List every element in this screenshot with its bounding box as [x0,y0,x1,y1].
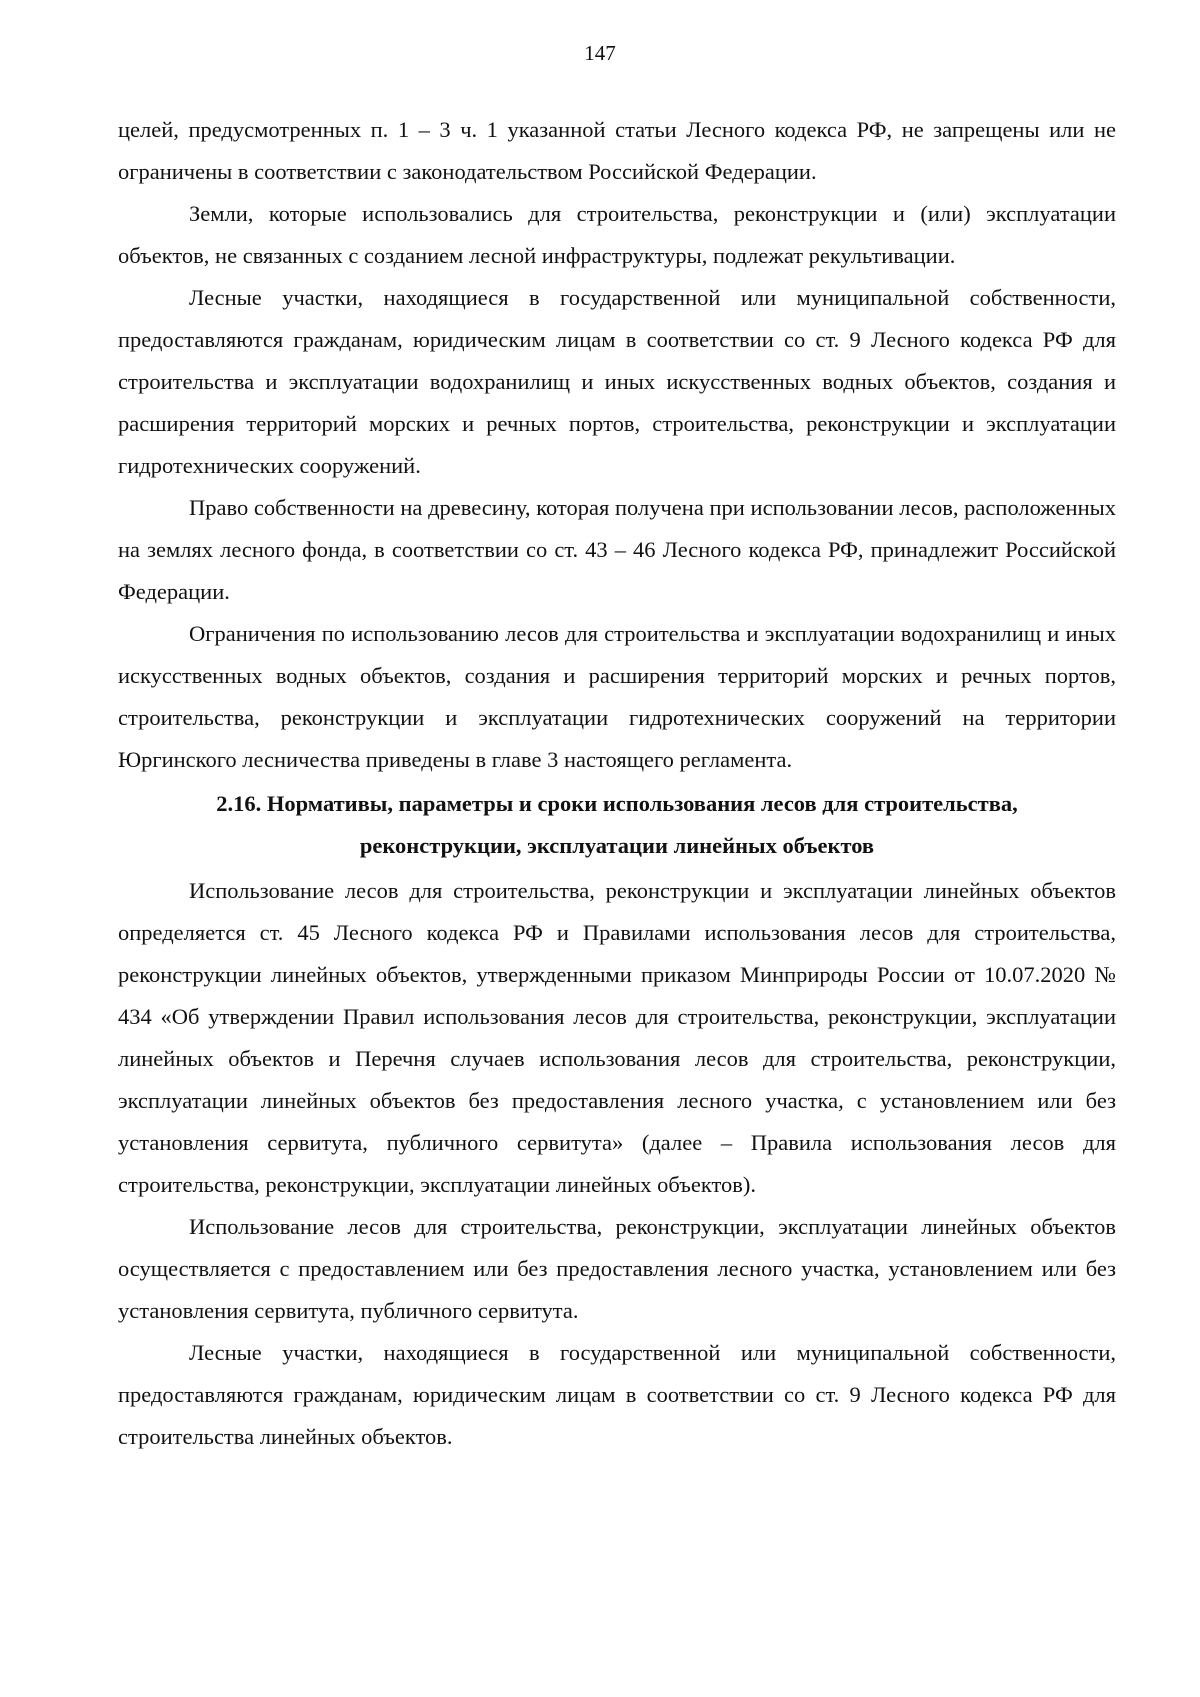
page-number: 147 [584,41,616,65]
paragraph-linear-objects-rules: Использование лесов для строительства, реконструкции и эксплуатации линейных объектов определяется ст. 45 Лесного кодекса РФ и Правилами использования лесов для строительства, реконструкции линейных объектов, утвержденными приказом Минприроды России от 10.07.2020 № 434 «Об утверждении Правил использования лесов для строительства, реконструкции, эксплуатации линейных объектов и Перечня случаев использования лесов для строительства, реконструкции, эксплуатации линейных объектов без предоставления лесного участка, с установлением или без установления сервитута, публичного сервитута» (далее – Правила использования лесов для строительства, реконструкции, эксплуатации линейных объектов). [118,878,1116,1197]
section-heading-line-1: 2.16. Нормативы, параметры и сроки использования лесов для строительства, [216,791,1018,816]
paragraph-restrictions: Ограничения по использованию лесов для строительства и эксплуатации водохранилищ и иных искусственных водных объектов, создания и расширения территорий морских и речных портов, строительства, реконструкции и эксплуатации гидротехнических сооружений на территории Юргинского лесничества приведены в главе 3 настоящего регламента. [118,621,1116,772]
paragraph-land-recultivation: Земли, которые использовались для строительства, реконструкции и (или) эксплуатации объектов, не связанных с созданием лесной инфраструктуры, подлежат рекультивации. [118,201,1116,268]
document-body [118,109,1116,1458]
paragraph-linear-objects-plots: Лесные участки, находящиеся в государственной или муниципальной собственности, предоставляются гражданам, юридическим лицам в соответствии со ст. 9 Лесного кодекса РФ для строительства линейных объектов. [118,1340,1116,1449]
section-heading-line-2: реконструкции, эксплуатации линейных объектов [359,833,875,858]
paragraph-forest-plots-water: Лесные участки, находящиеся в государственной или муниципальной собственности, предоставляются гражданам, юридическим лицам в соответствии со ст. 9 Лесного кодекса РФ для строительства и эксплуатации водохранилищ и иных искусственных водных объектов, создания и расширения территорий морских и речных портов, строительства, реконструкции и эксплуатации гидротехнических сооружений. [118,285,1116,478]
paragraph-linear-objects-usage: Использование лесов для строительства, реконструкции, эксплуатации линейных объектов осуществляется с предоставлением или без предоставления лесного участка, установлением или без установления сервитута, публичного сервитута. [118,1214,1116,1323]
paragraph-timber-ownership: Право собственности на древесину, которая получена при использовании лесов, расположенных на землях лесного фонда, в соответствии со ст. 43 – 46 Лесного кодекса РФ, принадлежит Российской Федерации. [118,495,1116,604]
section-heading [118,781,1116,870]
paragraph-continuation: целей, предусмотренных п. 1 – 3 ч. 1 указанной статьи Лесного кодекса РФ, не запрещены или не ограничены в соответствии с законодательством Российской Федерации. [118,117,1116,184]
